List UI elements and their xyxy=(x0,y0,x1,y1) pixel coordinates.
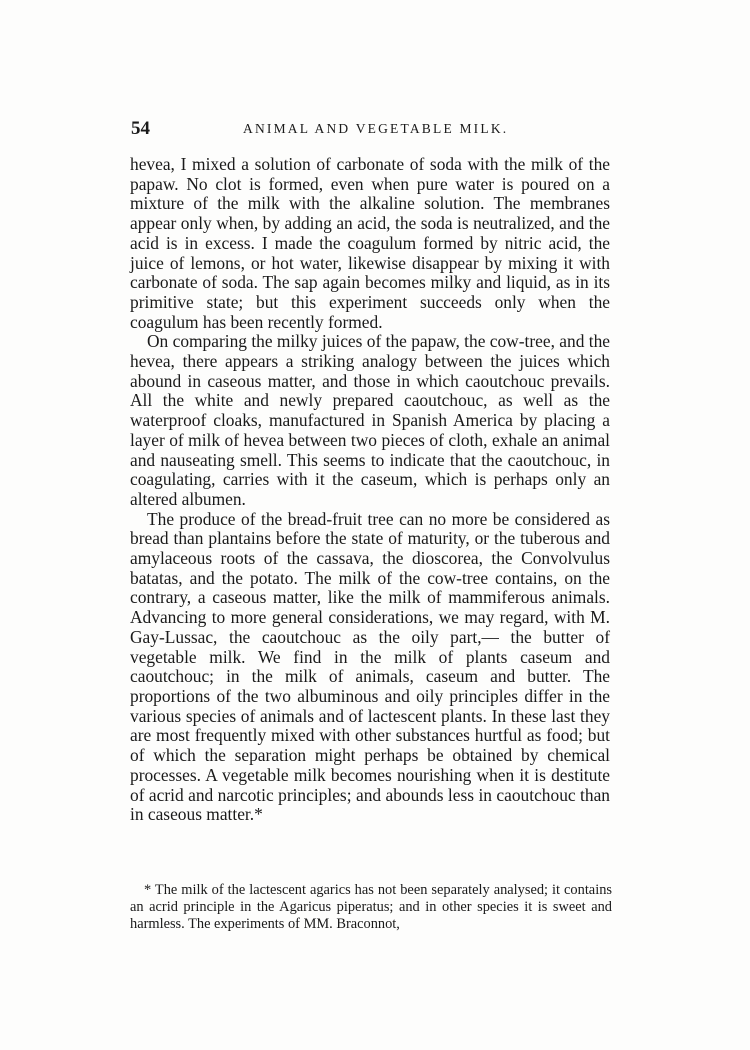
paragraph-continued: hevea, I mixed a solution of carbonate of soda with the milk of the papaw. No clot is formed, even when pure water is poured on a mixture of the milk with the alkaline solution. The membranes appear only when, by adding an acid, the soda is neutralized, and the acid is in excess. I made the coagulum formed by nitric acid, the juice of lemons, or hot water, likewise disappear by mixing it with carbonate of soda. The sap again becomes milky and liquid, as in its primitive state; but this experiment succeeds only when the coagulum has been recently formed. xyxy=(130,154,610,332)
page-number: 54 xyxy=(131,118,150,139)
body-text xyxy=(130,155,610,825)
running-head xyxy=(131,118,611,142)
footnote-text: * The milk of the lactescent agarics has not been separately analysed; it contains an acrid principle in the Agaricus piperatus; and in other species it is sweet and harmless. The experiments of MM. Braconnot, xyxy=(130,882,612,932)
paragraph: On comparing the milky juices of the papaw, the cow-tree, and the hevea, there appears a striking analogy between the juices which abound in caseous matter, and those in which caoutchouc prevails. All the white and newly prepared caoutchouc, as well as the waterproof cloaks, manufactured in Spanish America by placing a layer of milk of hevea between two pieces of cloth, exhale an animal and nauseating smell. This seems to indicate that the caoutchouc, in coagulating, carries with it the caseum, which is perhaps only an altered albumen. xyxy=(130,331,610,509)
paragraph: The produce of the bread-fruit tree can no more be considered as bread than plantains before the state of maturity, or the tuberous and amylaceous roots of the cassava, the dioscorea, the Convolvulus batatas, and the potato. The milk of the cow-tree contains, on the contrary, a caseous matter, like the milk of mammiferous animals. Advancing to more general considerations, we may regard, with M. Gay-Lussac, the caoutchouc as the oily part,— the butter of vegetable milk. We find in the milk of plants caseum and caoutchouc; in the milk of animals, caseum and butter. The proportions of the two albuminous and oily principles differ in the various species of animals and of lactescent plants. In these last they are most frequently mixed with other substances hurtful as food; but of which the separation might perhaps be obtained by chemical processes. A vegetable milk becomes nourishing when it is destitute of acrid and narcotic principles; and abounds less in caoutchouc than in caseous matter.* xyxy=(130,508,610,825)
footnote xyxy=(130,882,612,933)
running-head-title: ANIMAL AND VEGETABLE MILK. xyxy=(243,121,509,136)
